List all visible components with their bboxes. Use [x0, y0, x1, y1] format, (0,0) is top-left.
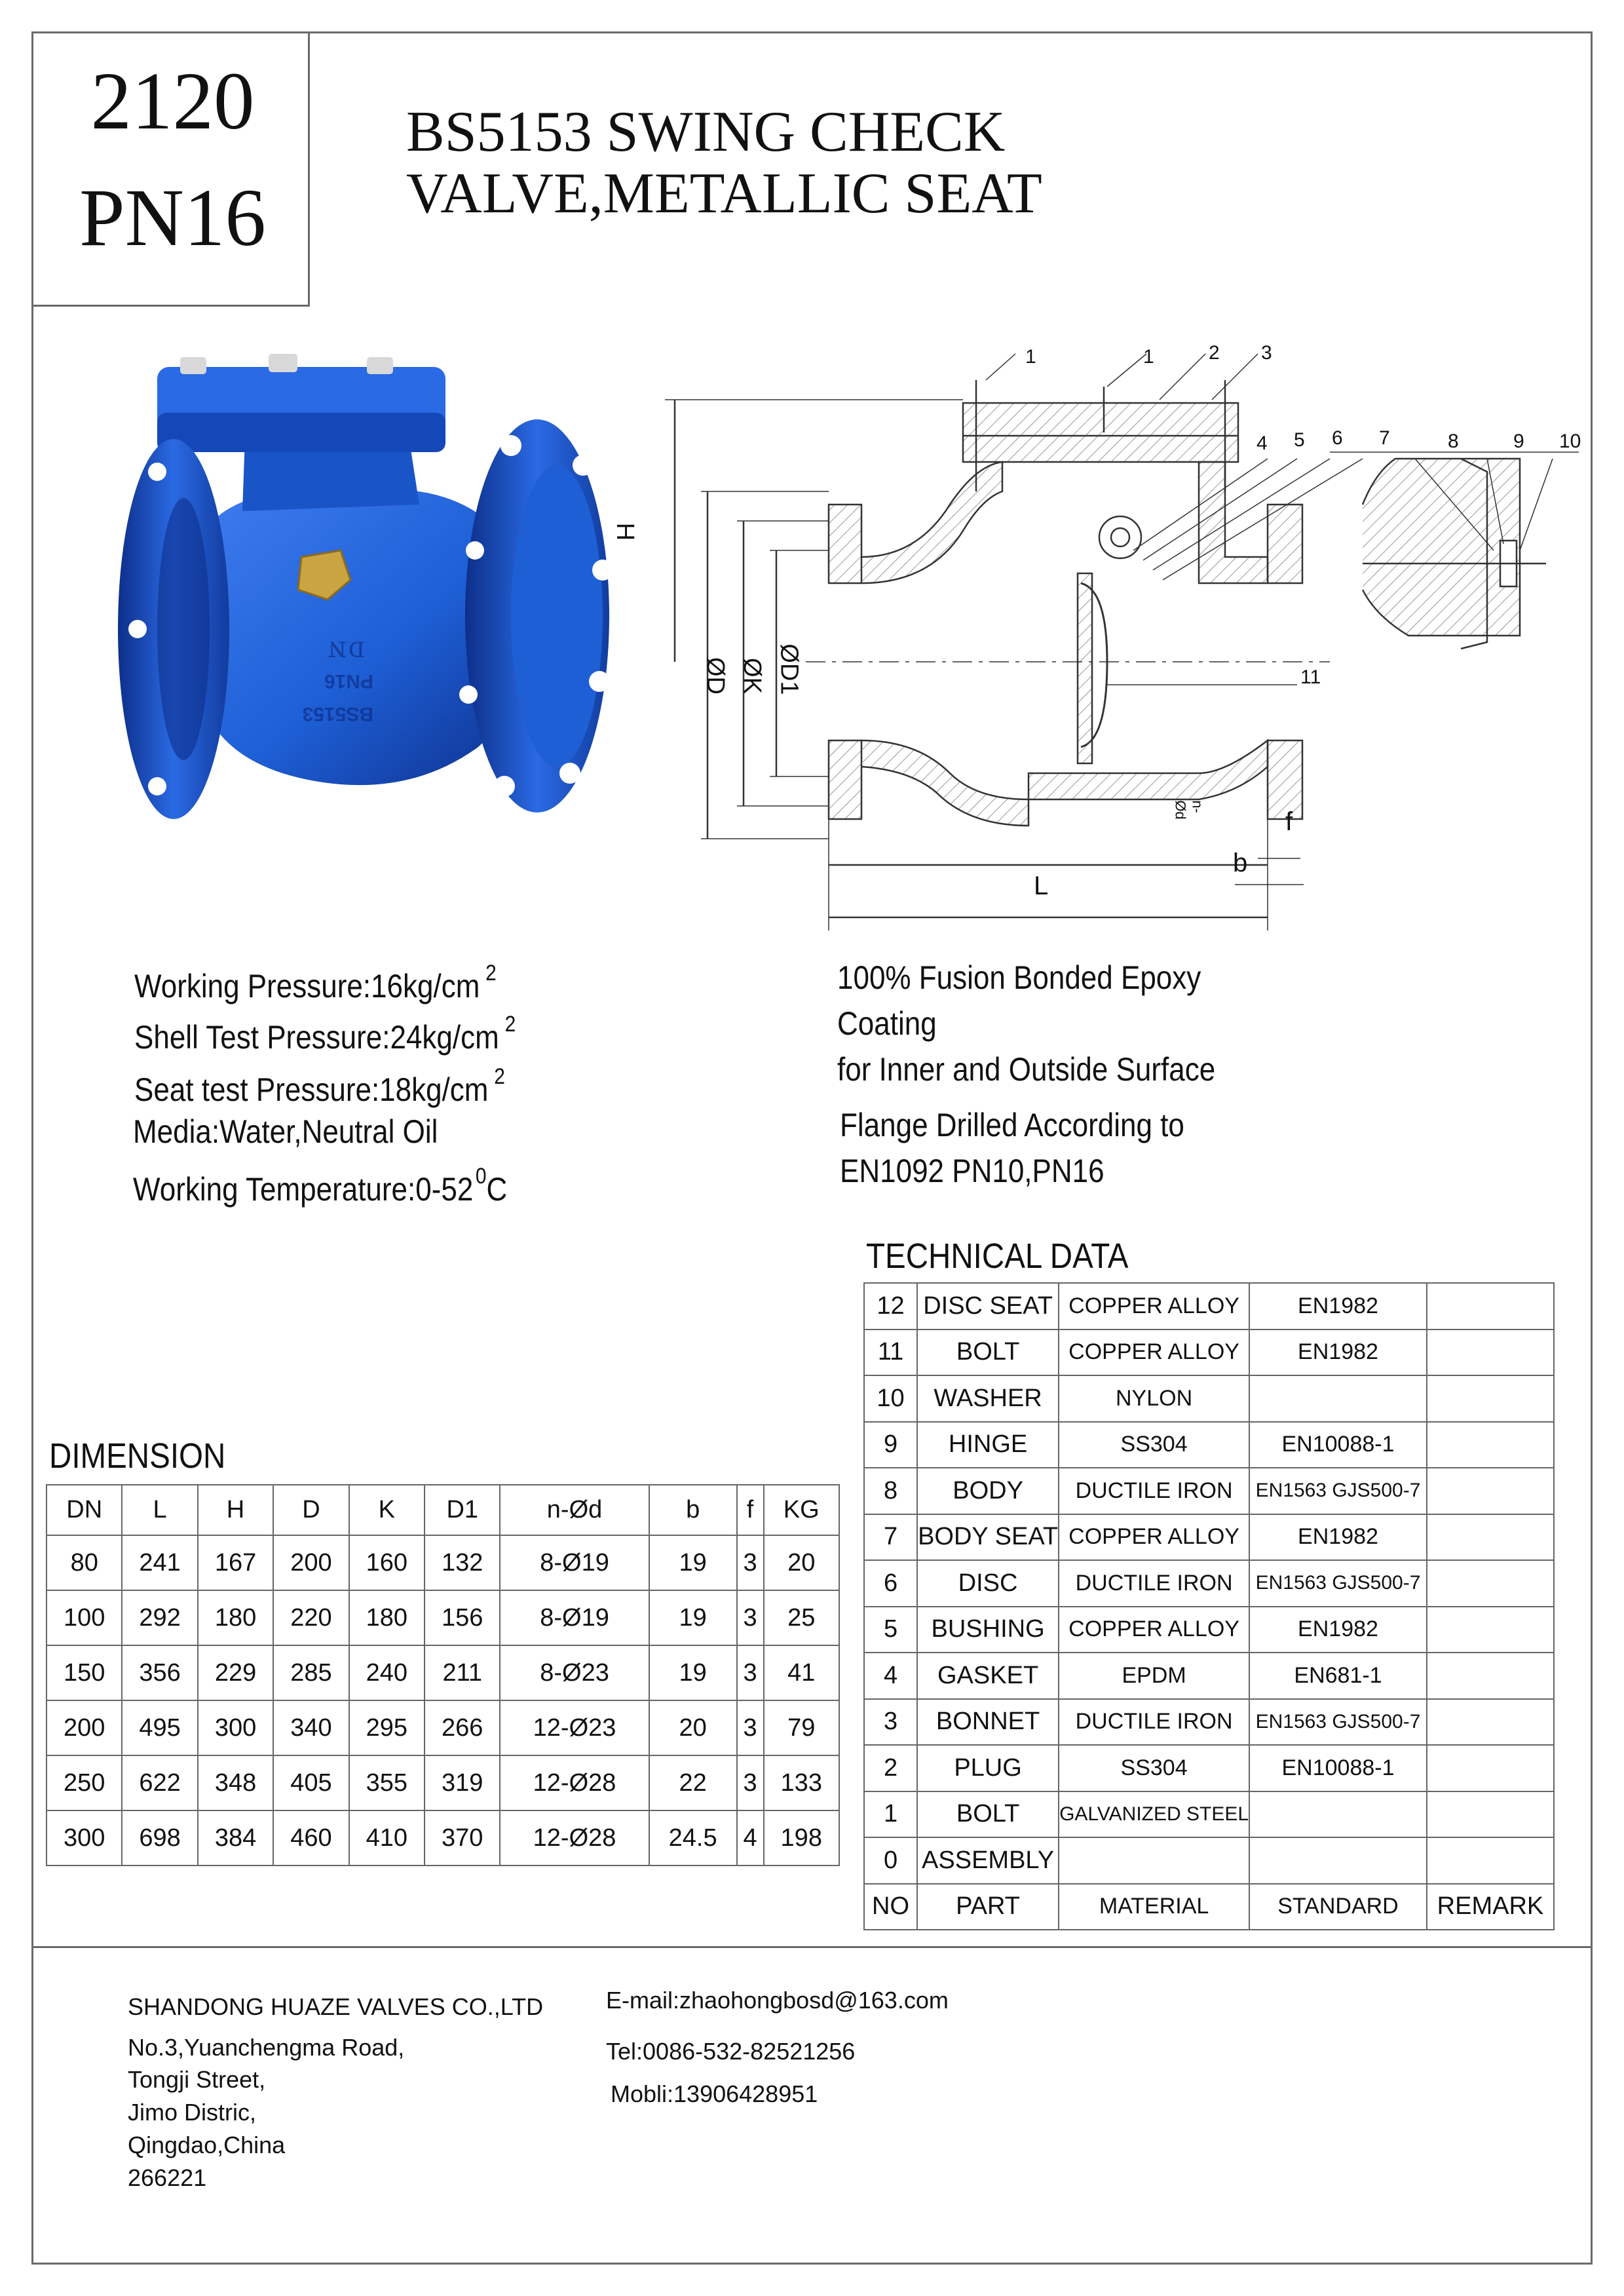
table-cell: HINGE — [917, 1422, 1059, 1468]
table-cell: 156 — [425, 1590, 500, 1645]
table-row — [47, 1810, 839, 1866]
technical-header-row — [864, 1884, 1554, 1930]
table-cell: 348 — [198, 1755, 273, 1810]
table-cell — [1427, 1375, 1554, 1422]
coating-line-2: Coating — [837, 1005, 937, 1042]
table-row — [864, 1745, 1554, 1791]
table-cell: b — [649, 1485, 737, 1535]
table-cell: 25 — [764, 1590, 840, 1645]
callout-3: 3 — [1261, 342, 1272, 364]
dimension-title: DIMENSION — [49, 1436, 226, 1476]
callout-7: 7 — [1379, 427, 1390, 449]
table-cell: H — [198, 1485, 273, 1535]
table-cell: 340 — [273, 1700, 349, 1755]
table-cell: 384 — [198, 1810, 273, 1866]
table-cell: 370 — [425, 1810, 500, 1866]
table-cell: 4 — [864, 1653, 917, 1699]
table-row — [864, 1699, 1554, 1746]
model-code-box — [31, 31, 310, 307]
table-cell — [1427, 1653, 1554, 1699]
spec-shell-test: Shell Test Pressure:24kg/cm $^2$ — [134, 1012, 516, 1056]
table-cell: n-Ød — [500, 1485, 649, 1535]
table-cell: DUCTILE IRON — [1059, 1468, 1249, 1514]
table-cell: 266 — [425, 1700, 500, 1755]
dim-f-label: f — [1285, 807, 1293, 836]
table-cell: EN1563 GJS500-7 — [1249, 1468, 1427, 1514]
table-cell: 698 — [122, 1810, 197, 1866]
address-line-2: Tongji Street, — [128, 2066, 266, 2093]
table-row — [864, 1837, 1554, 1884]
spec-temperature: Working Temperature:0-52 $^0$C — [133, 1164, 508, 1208]
table-cell: 319 — [425, 1755, 500, 1810]
table-cell: 133 — [764, 1755, 840, 1810]
table-row — [47, 1645, 839, 1700]
table-cell: 160 — [349, 1535, 425, 1590]
table-cell: 300 — [198, 1700, 273, 1755]
technical-data-title: TECHNICAL DATA — [866, 1236, 1129, 1276]
table-cell: EN10088-1 — [1249, 1422, 1427, 1468]
dim-nd-label: n-Ød — [1172, 800, 1206, 820]
footer-divider — [31, 1946, 1593, 1948]
callout-1b: 1 — [1143, 346, 1154, 368]
table-cell: EN1982 — [1249, 1607, 1427, 1653]
table-cell: 8 — [864, 1468, 917, 1514]
callout-5: 5 — [1294, 429, 1305, 451]
company-name: SHANDONG HUAZE VALVES CO.,LTD — [128, 1993, 544, 2020]
table-row — [864, 1653, 1554, 1699]
address-line-5: 266221 — [128, 2164, 207, 2191]
table-cell: BODY SEAT — [917, 1514, 1059, 1561]
table-cell: NO — [864, 1884, 917, 1930]
table-cell: 3 — [737, 1645, 764, 1700]
callout-4: 4 — [1256, 432, 1268, 454]
table-cell: 6 — [864, 1560, 917, 1607]
table-row — [864, 1375, 1554, 1422]
table-cell: K — [349, 1485, 425, 1535]
dim-h-label: H — [611, 522, 639, 541]
spec-seat-test: Seat test Pressure:18kg/cm $^2$ — [134, 1064, 505, 1108]
table-cell: DUCTILE IRON — [1059, 1699, 1249, 1746]
table-cell: 79 — [764, 1700, 840, 1755]
table-cell: 12 — [864, 1283, 917, 1330]
table-cell — [1427, 1468, 1554, 1514]
table-cell: DISC SEAT — [917, 1283, 1059, 1330]
table-cell: 12-Ø23 — [500, 1700, 649, 1755]
table-cell: EN1982 — [1249, 1514, 1427, 1561]
table-cell: 3 — [737, 1755, 764, 1810]
table-cell: 150 — [47, 1645, 122, 1700]
table-cell: EN1982 — [1249, 1330, 1427, 1376]
table-cell: EN10088-1 — [1249, 1745, 1427, 1791]
contact-mobile: Mobli:13906428951 — [611, 2080, 818, 2107]
coating-line-3: for Inner and Outside Surface — [837, 1051, 1216, 1088]
table-cell — [1427, 1837, 1554, 1884]
table-cell: 180 — [349, 1590, 425, 1645]
valve-photo — [111, 354, 616, 826]
table-cell: 100 — [47, 1590, 122, 1645]
table-cell: 22 — [649, 1755, 737, 1810]
table-cell: COPPER ALLOY — [1059, 1283, 1249, 1330]
spec-media: Media:Water,Neutral Oil — [133, 1113, 438, 1150]
table-cell: BOLT — [917, 1330, 1059, 1376]
table-cell: 20 — [649, 1700, 737, 1755]
table-cell: 495 — [122, 1700, 197, 1755]
table-cell: 24.5 — [649, 1810, 737, 1866]
table-cell: 8-Ø19 — [500, 1535, 649, 1590]
contact-email: E-mail:zhaohongbosd@163.com — [606, 1987, 949, 2014]
dim-l-label: L — [1034, 871, 1049, 900]
svg-text:BS5153: BS5153 — [302, 703, 373, 725]
table-cell: 180 — [198, 1590, 273, 1645]
table-row — [864, 1468, 1554, 1514]
dimension-table — [46, 1484, 840, 1866]
svg-text:ＤＮ: ＤＮ — [328, 638, 367, 659]
coating-line-1: 100% Fusion Bonded Epoxy — [837, 959, 1201, 996]
table-cell: 229 — [198, 1645, 273, 1700]
table-cell: 8-Ø23 — [500, 1645, 649, 1700]
table-cell: ASSEMBLY — [917, 1837, 1059, 1884]
table-cell: 4 — [737, 1810, 764, 1866]
table-cell: EN1563 GJS500-7 — [1249, 1560, 1427, 1607]
table-cell: 11 — [864, 1330, 917, 1376]
table-cell: BONNET — [917, 1699, 1059, 1746]
table-cell — [1427, 1745, 1554, 1791]
table-cell: 250 — [47, 1755, 122, 1810]
table-cell: 355 — [349, 1755, 425, 1810]
table-cell: GALVANIZED STEEL — [1059, 1791, 1249, 1838]
address-line-1: No.3,Yuanchengma Road, — [128, 2034, 405, 2061]
table-cell: 3 — [737, 1590, 764, 1645]
table-cell — [1427, 1607, 1554, 1653]
table-cell: 2 — [864, 1745, 917, 1791]
table-cell: 240 — [349, 1645, 425, 1700]
table-cell: f — [737, 1485, 764, 1535]
table-cell — [1249, 1791, 1427, 1838]
table-cell — [1427, 1514, 1554, 1561]
table-cell: DN — [47, 1485, 122, 1535]
table-cell: 292 — [122, 1590, 197, 1645]
dim-b-label: b — [1233, 849, 1248, 877]
table-cell: 3 — [864, 1699, 917, 1746]
table-cell: 0 — [864, 1837, 917, 1884]
table-cell: 285 — [273, 1645, 349, 1700]
table-cell: NYLON — [1059, 1375, 1249, 1422]
dimension-header-row — [47, 1485, 839, 1535]
table-cell — [1427, 1699, 1554, 1746]
address-line-3: Jimo Distric, — [128, 2099, 256, 2126]
table-cell — [1427, 1422, 1554, 1468]
table-cell: KG — [764, 1485, 840, 1535]
svg-text:PN16: PN16 — [324, 670, 373, 692]
table-cell: 3 — [737, 1700, 764, 1755]
callout-6: 6 — [1332, 427, 1343, 449]
table-cell: 460 — [273, 1810, 349, 1866]
address-line-4: Qingdao,China — [128, 2132, 286, 2158]
table-cell: 132 — [425, 1535, 500, 1590]
callout-8: 8 — [1448, 430, 1459, 452]
table-cell: 7 — [864, 1514, 917, 1561]
table-row — [864, 1791, 1554, 1838]
table-cell: 10 — [864, 1375, 917, 1422]
table-cell: 200 — [47, 1700, 122, 1755]
coating-line-5: EN1092 PN10,PN16 — [840, 1153, 1105, 1189]
table-row — [47, 1535, 839, 1590]
table-cell: BODY — [917, 1468, 1059, 1514]
table-cell: 20 — [764, 1535, 840, 1590]
table-cell: PLUG — [917, 1745, 1059, 1791]
table-row — [47, 1700, 839, 1755]
table-cell: 1 — [864, 1791, 917, 1838]
table-cell — [1427, 1283, 1554, 1330]
table-cell: 3 — [737, 1535, 764, 1590]
spec-working-pressure: Working Pressure:16kg/cm $^2$ — [134, 961, 497, 1004]
title-line-2: VALVE,METALLIC SEAT — [406, 162, 1042, 225]
table-row — [864, 1607, 1554, 1653]
callout-1a: 1 — [1025, 346, 1036, 368]
table-cell: EN1563 GJS500-7 — [1249, 1699, 1427, 1746]
table-cell: 167 — [198, 1535, 273, 1590]
table-cell: DISC — [917, 1560, 1059, 1607]
table-cell: COPPER ALLOY — [1059, 1607, 1249, 1653]
table-cell: 8-Ø19 — [500, 1590, 649, 1645]
table-cell: 356 — [122, 1645, 197, 1700]
table-cell: 220 — [273, 1590, 349, 1645]
table-cell: 12-Ø28 — [500, 1810, 649, 1866]
table-cell: BOLT — [917, 1791, 1059, 1838]
table-cell: PART — [917, 1884, 1059, 1930]
table-cell: L — [122, 1485, 197, 1535]
table-cell: STANDARD — [1249, 1884, 1427, 1930]
table-cell: 405 — [273, 1755, 349, 1810]
callout-10: 10 — [1559, 430, 1581, 452]
table-cell: 19 — [649, 1645, 737, 1700]
table-cell: 300 — [47, 1810, 122, 1866]
technical-data-table — [863, 1282, 1555, 1930]
callout-11: 11 — [1300, 666, 1321, 688]
table-cell: 9 — [864, 1422, 917, 1468]
table-cell: BUSHING — [917, 1607, 1059, 1653]
table-cell — [1427, 1560, 1554, 1607]
table-cell: 410 — [349, 1810, 425, 1866]
table-cell: DUCTILE IRON — [1059, 1560, 1249, 1607]
table-row — [47, 1755, 839, 1810]
table-cell: D1 — [425, 1485, 500, 1535]
table-cell: 198 — [764, 1810, 840, 1866]
table-cell: EPDM — [1059, 1653, 1249, 1699]
pressure-class: PN16 — [79, 173, 266, 263]
table-cell — [1249, 1837, 1427, 1884]
table-cell: SS304 — [1059, 1745, 1249, 1791]
table-cell: 5 — [864, 1607, 917, 1653]
table-row — [864, 1560, 1554, 1607]
contact-tel: Tel:0086-532-82521256 — [606, 2038, 856, 2065]
table-cell: EN1982 — [1249, 1283, 1427, 1330]
table-cell: 19 — [649, 1590, 737, 1645]
coating-line-4: Flange Drilled According to — [840, 1107, 1184, 1143]
table-cell — [1249, 1375, 1427, 1422]
table-cell: MATERIAL — [1059, 1884, 1249, 1930]
table-row — [864, 1422, 1554, 1468]
table-row — [47, 1590, 839, 1645]
table-cell: EN681-1 — [1249, 1653, 1427, 1699]
table-cell: 200 — [273, 1535, 349, 1590]
table-row — [864, 1283, 1554, 1330]
table-cell: SS304 — [1059, 1422, 1249, 1468]
model-code: 2120 — [90, 56, 255, 147]
table-cell: COPPER ALLOY — [1059, 1514, 1249, 1561]
table-row — [864, 1514, 1554, 1561]
table-cell — [1059, 1837, 1249, 1884]
callout-2: 2 — [1209, 342, 1220, 364]
dim-k-label: ØK — [738, 658, 766, 694]
dim-d1-label: ØD1 — [775, 643, 803, 695]
table-cell: 211 — [425, 1645, 500, 1700]
table-cell: 241 — [122, 1535, 197, 1590]
callout-9: 9 — [1513, 430, 1524, 452]
table-cell: 12-Ø28 — [500, 1755, 649, 1810]
table-cell: 622 — [122, 1755, 197, 1810]
title-line-1: BS5153 SWING CHECK — [406, 100, 1006, 164]
dim-d-label: ØD — [702, 657, 729, 695]
table-cell: 295 — [349, 1700, 425, 1755]
table-cell: GASKET — [917, 1653, 1059, 1699]
table-cell: 80 — [47, 1535, 122, 1590]
table-cell: WASHER — [917, 1375, 1059, 1422]
table-row — [864, 1330, 1554, 1376]
table-cell — [1427, 1330, 1554, 1376]
table-cell: 41 — [764, 1645, 840, 1700]
table-cell: 19 — [649, 1535, 737, 1590]
table-cell — [1427, 1791, 1554, 1838]
table-cell: REMARK — [1427, 1884, 1554, 1930]
table-cell: D — [273, 1485, 349, 1535]
table-cell: COPPER ALLOY — [1059, 1330, 1249, 1376]
